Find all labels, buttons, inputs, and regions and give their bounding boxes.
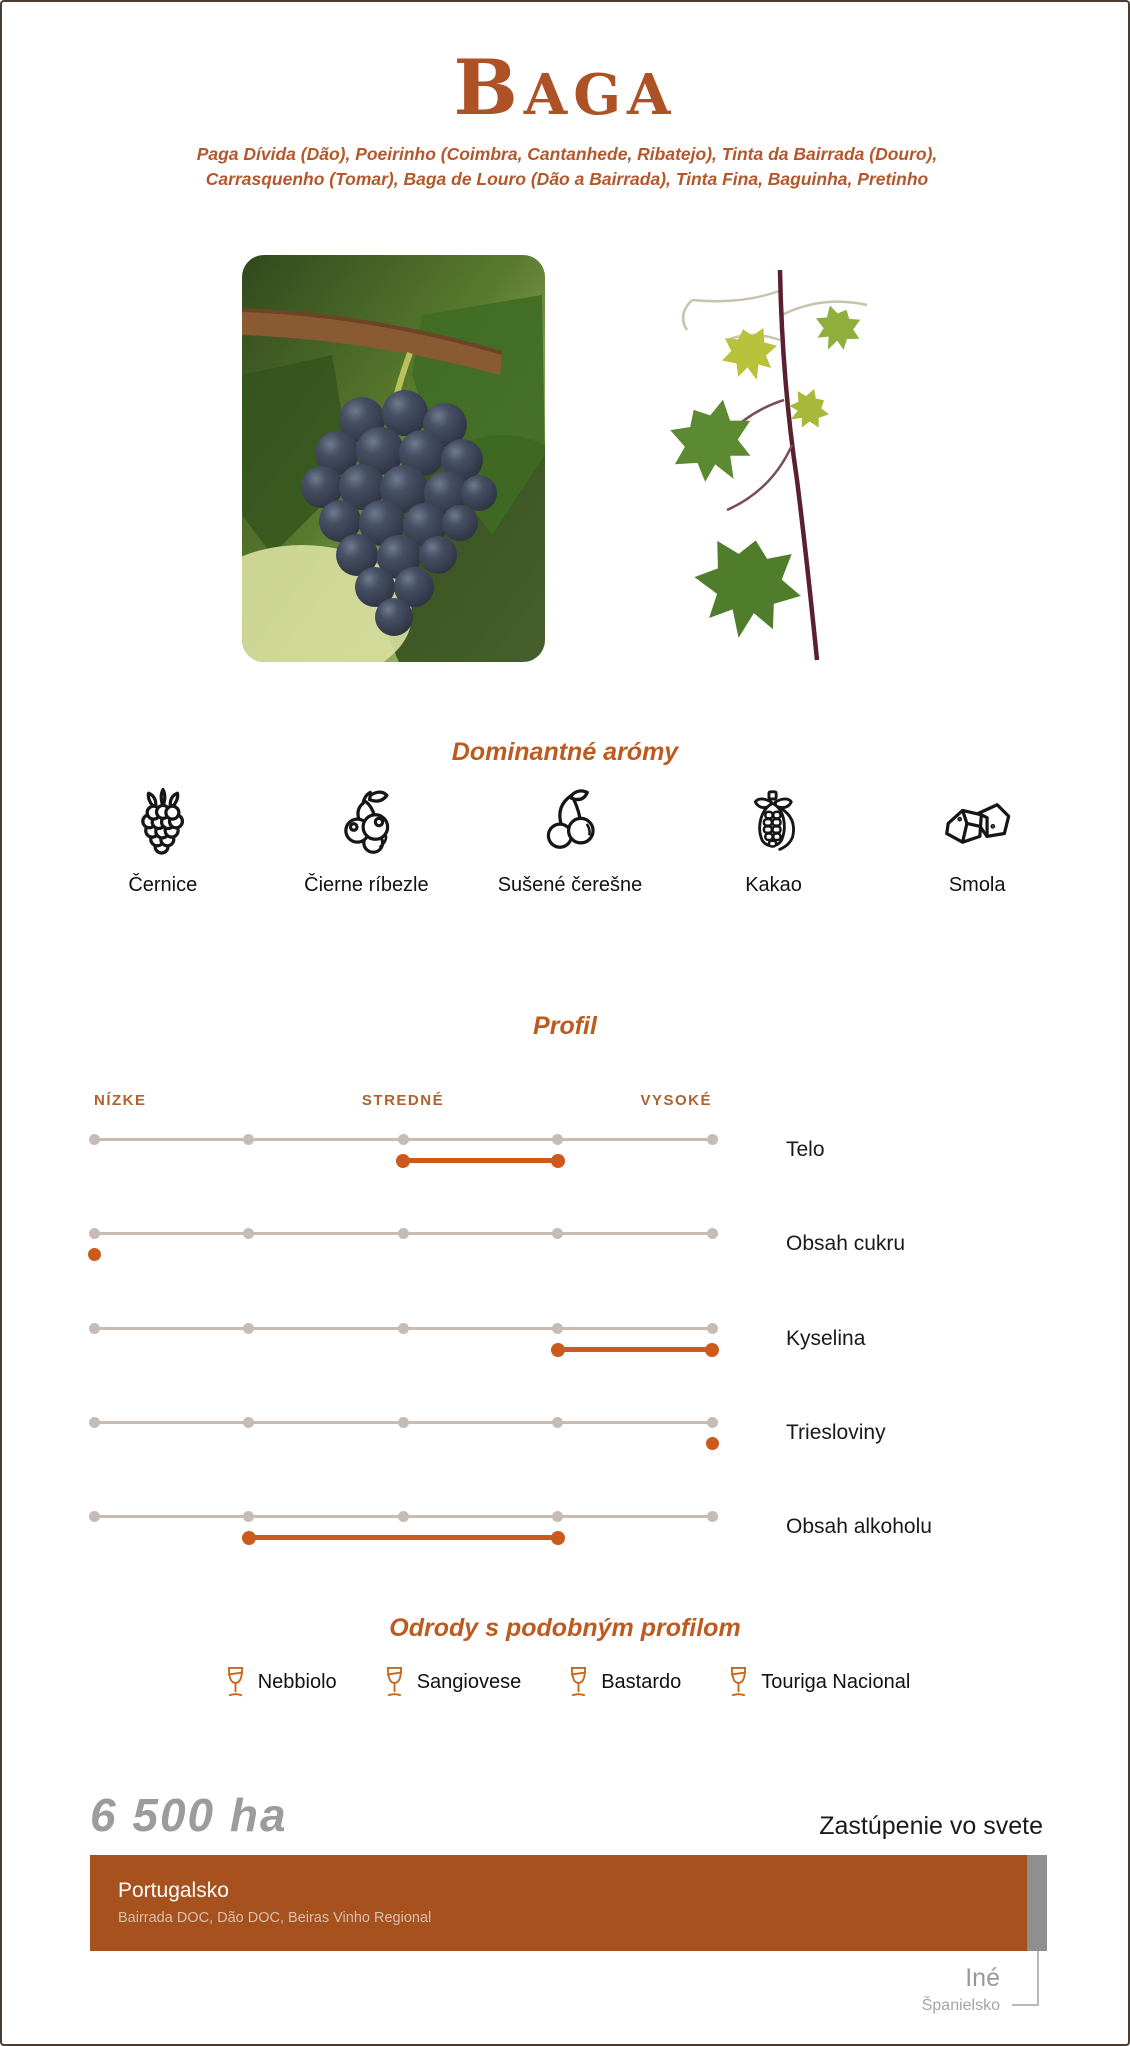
vineyard-area-value: 6 500 ha: [90, 1789, 288, 1841]
profile-row-label: Telo: [786, 1138, 825, 1161]
world-distribution-bar: [90, 1855, 1047, 1951]
slider-tick: [552, 1134, 563, 1145]
slider-tick: [398, 1134, 409, 1145]
blackcurrant-icon: [330, 786, 402, 858]
slider-tick: [89, 1323, 100, 1334]
grape-cluster-photo: [242, 255, 545, 662]
aroma-label: Kakao: [745, 874, 802, 896]
wine-glass-icon: [727, 1666, 750, 1698]
profile-row-triesloviny: [2, 1421, 1130, 1481]
profile-range-endpoint: [551, 1343, 565, 1357]
other-country-label: Iné: [965, 1964, 1000, 1992]
slider-tick: [707, 1511, 718, 1522]
similar-variety-label: Bastardo: [601, 1670, 682, 1693]
similar-variety-label: Touriga Nacional: [761, 1670, 911, 1693]
similar-item-sangiovese: [383, 1666, 522, 1698]
slider-tick: [398, 1228, 409, 1239]
cocoa-icon: [738, 786, 810, 858]
scale-label-high: VYSOKÉ: [640, 1092, 712, 1109]
profile-scale-labels: [94, 1092, 712, 1112]
bar-country-label: Portugalsko: [118, 1879, 229, 1902]
similar-variety-label: Sangiovese: [416, 1670, 522, 1693]
slider-tick: [552, 1323, 563, 1334]
profile-row-obsah-alkoholu: [2, 1515, 1130, 1575]
similar-varieties-row: [2, 1666, 1130, 1698]
profile-range-endpoint: [396, 1154, 410, 1168]
aroma-item-cocoa: [672, 786, 876, 898]
slider-tick: [707, 1417, 718, 1428]
profile-heading: Profil: [533, 1012, 597, 1040]
world-heading: Zastúpenie vo svete: [819, 1812, 1043, 1840]
slider-tick: [398, 1417, 409, 1428]
profile-range-endpoint: [242, 1531, 256, 1545]
profile-range: [403, 1158, 558, 1163]
synonyms-line-1: Paga Dívida (Dão), Poeirinho (Coimbra, Cantanhede, Ribatejo), Tinta da Bairrada (Douro),: [196, 144, 938, 164]
similar-variety-label: Nebbiolo: [257, 1670, 337, 1693]
aroma-label: Smola: [948, 874, 1006, 896]
slider-tick: [243, 1134, 254, 1145]
profile-row-telo: [2, 1138, 1130, 1198]
similar-item-touriga-nacional: [727, 1666, 910, 1698]
slider-tick: [552, 1417, 563, 1428]
aroma-label: Sušené čerešne: [497, 874, 643, 896]
profile-range-endpoint: [551, 1154, 565, 1168]
aromas-heading: Dominantné arómy: [451, 738, 679, 766]
other-callout-line: [1012, 1951, 1039, 2006]
vine-shoot-photo: [632, 260, 887, 667]
dried-cherries-icon: [534, 786, 606, 858]
other-region-label: Španielsko: [921, 1997, 1000, 2014]
wine-glass-icon: [567, 1666, 590, 1698]
profile-row-obsah-cukru: [2, 1232, 1130, 1292]
similar-item-bastardo: [567, 1666, 681, 1698]
profile-row-label: Obsah cukru: [786, 1232, 906, 1255]
slider-tick: [243, 1228, 254, 1239]
profile-value-dot: [88, 1248, 101, 1261]
bar-segment-other: [1027, 1855, 1047, 1951]
aroma-label: Černice: [128, 874, 198, 896]
aroma-item-blackcurrant: [265, 786, 469, 898]
slider-tick: [398, 1511, 409, 1522]
scale-label-mid: STREDNÉ: [361, 1092, 445, 1109]
page-title: BAGA: [453, 43, 677, 132]
slider-tick: [243, 1417, 254, 1428]
wine-glass-icon: [383, 1666, 406, 1698]
wine-glass-icon: [224, 1666, 247, 1698]
similar-heading: Odrody s podobným profilom: [389, 1614, 741, 1642]
slider-tick: [89, 1134, 100, 1145]
profile-row-label: Kyselina: [786, 1327, 866, 1350]
slider-tick: [707, 1134, 718, 1145]
synonyms-line-2: Carrasquenho (Tomar), Baga de Louro (Dão a Bairrada), Tinta Fina, Baguinha, Pretinho: [205, 169, 929, 190]
aroma-item-tar: [875, 786, 1079, 898]
synonyms-text: [117, 142, 1017, 193]
profile-range: [558, 1347, 713, 1352]
tar-icon: [941, 786, 1013, 858]
profile-value-dot: [706, 1437, 719, 1450]
profile-range-endpoint: [551, 1531, 565, 1545]
slider-tick: [552, 1511, 563, 1522]
slider-tick: [398, 1323, 409, 1334]
other-label-block: [922, 1964, 1000, 2015]
profile-row-label: Obsah alkoholu: [786, 1515, 932, 1538]
aromas-row: [61, 786, 1079, 898]
slider-tick: [89, 1511, 100, 1522]
slider-tick: [89, 1417, 100, 1428]
similar-item-nebbiolo: [224, 1666, 337, 1698]
profile-row-label: Triesloviny: [786, 1421, 886, 1444]
profile-row-kyselina: [2, 1327, 1130, 1387]
slider-tick: [243, 1511, 254, 1522]
profile-range: [249, 1535, 558, 1540]
blackberry-icon: [127, 786, 199, 858]
scale-label-low: NÍZKE: [94, 1092, 147, 1109]
profile-range-endpoint: [705, 1343, 719, 1357]
slider-tick: [89, 1228, 100, 1239]
aroma-item-dried-cherries: [468, 786, 672, 898]
bar-regions-label: Bairrada DOC, Dão DOC, Beiras Vinho Regional: [118, 1910, 432, 1926]
slider-tick: [243, 1323, 254, 1334]
bar-segment-portugal: [90, 1855, 1027, 1951]
aroma-label: Čierne ríbezle: [304, 874, 429, 896]
aroma-item-blackberry: [61, 786, 265, 898]
slider-tick: [707, 1228, 718, 1239]
slider-tick: [707, 1323, 718, 1334]
slider-tick: [552, 1228, 563, 1239]
